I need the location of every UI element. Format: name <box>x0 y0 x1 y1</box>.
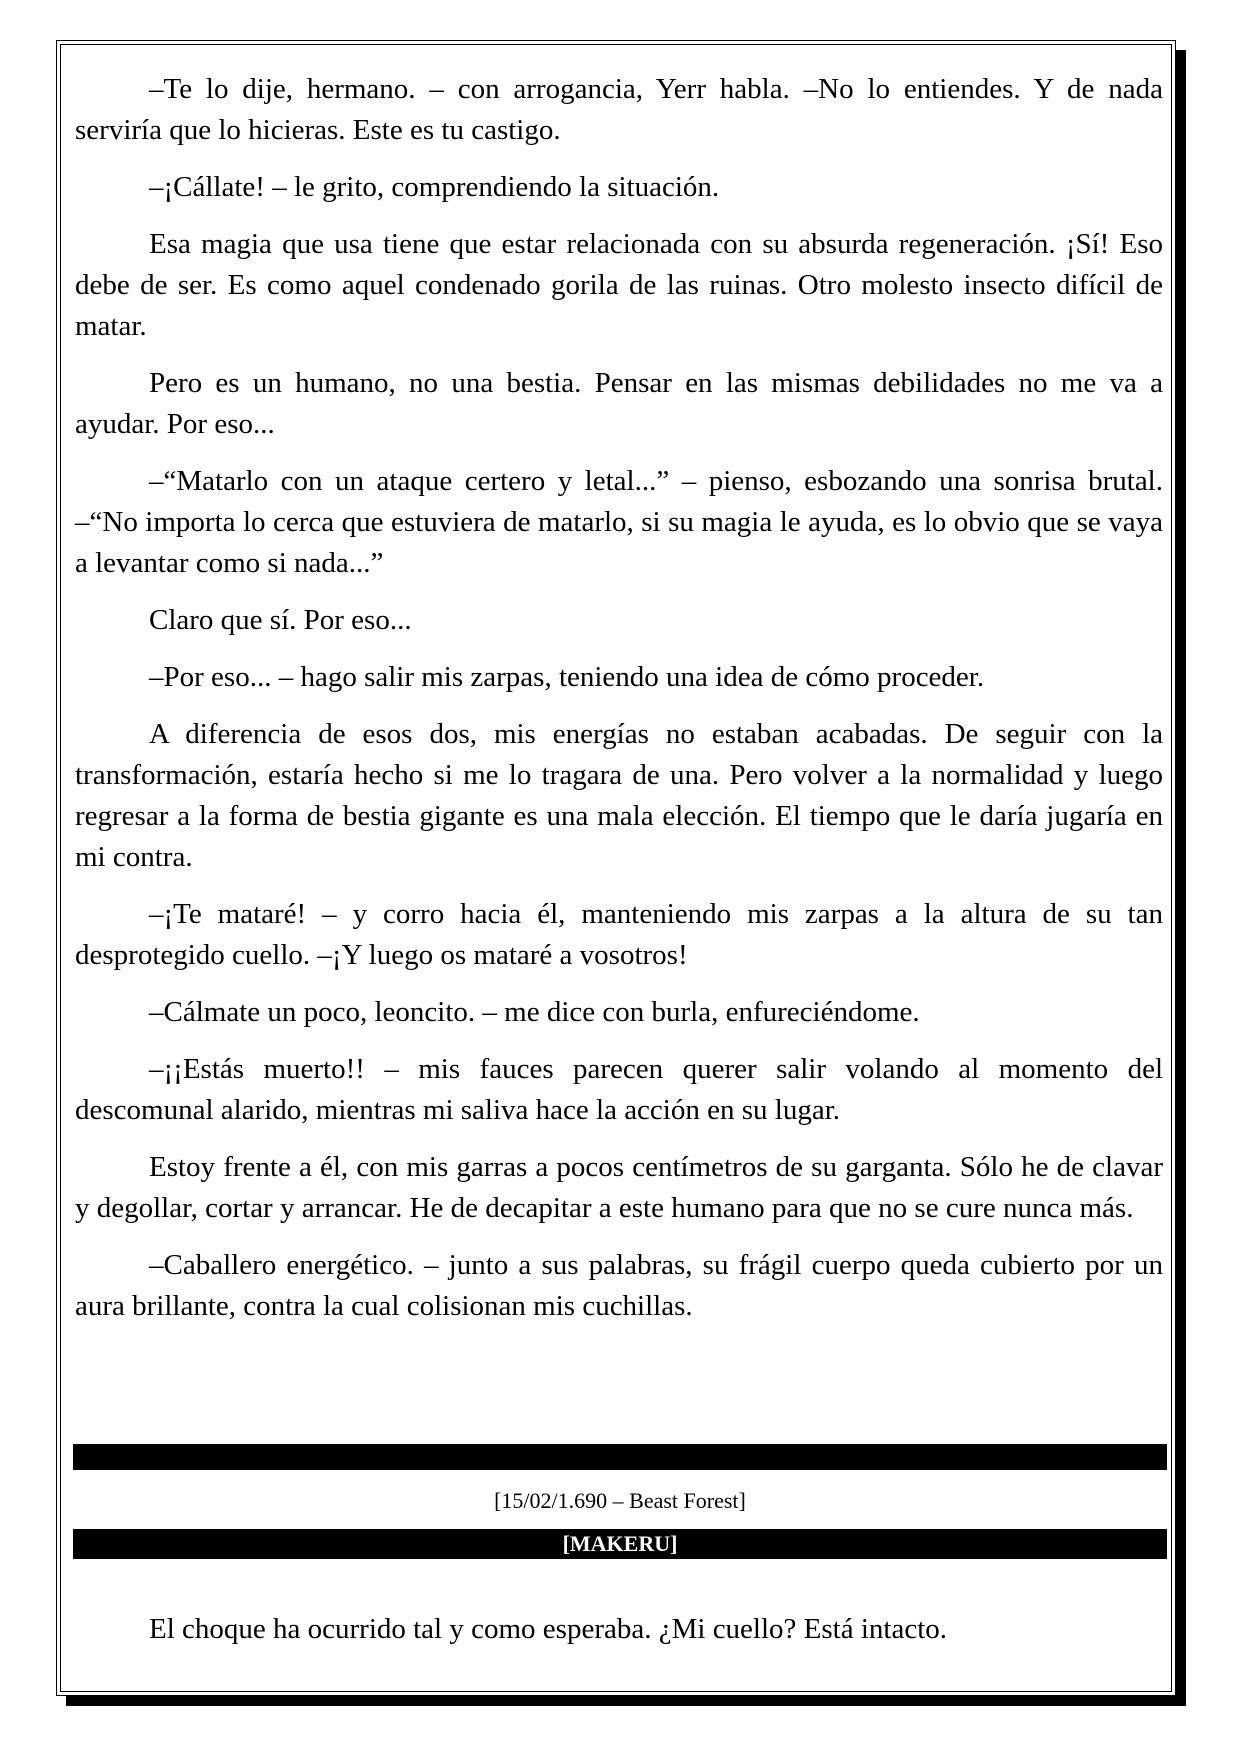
closing-text <box>75 1609 1163 1650</box>
paragraph: –Por eso... – hago salir mis zarpas, teniendo una idea de cómo proceder. <box>149 661 985 693</box>
paragraph: Esa magia que usa tiene que estar relacionada con su absurda regeneración. ¡Sí! Eso debe de ser. Es como aquel condenado gorila de las ruinas. Otro molesto insecto difícil de matar. <box>75 228 1163 342</box>
paragraph: A diferencia de esos dos, mis energías no estaban acabadas. De seguir con la transformación, estaría hecho si me lo tragara de una. Pero volver a la normalidad y luego regresar a la forma de bestia gigante es una mala elección. El tiempo que le daría jugaría en mi contra. <box>75 718 1163 873</box>
paragraph: Estoy frente a él, con mis garras a pocos centímetros de su garganta. Sólo he de clavar y degollar, cortar y arrancar. He de decapitar a este humano para que no se cure nunca más. <box>75 1151 1163 1224</box>
paragraph: –Te lo dije, hermano. – con arrogancia, Yerr habla. –No lo entiendes. Y de nada serviría que lo hicieras. Este es tu castigo. <box>75 73 1163 146</box>
paragraph: –Caballero energético. – junto a sus palabras, su frágil cuerpo queda cubierto por un aura brillante, contra la cual colisionan mis cuchillas. <box>75 1249 1163 1322</box>
scene-break-bar <box>73 1444 1167 1470</box>
narrator-banner: [MAKERU] <box>73 1529 1167 1559</box>
body-text <box>75 69 1163 1343</box>
paragraph: –¡Te mataré! – y corro hacia él, manteniendo mis zarpas a la altura de su tan desprotegido cuello. –¡Y luego os mataré a vosotros! <box>75 898 1163 971</box>
paragraph: Claro que sí. Por eso... <box>149 604 412 636</box>
paragraph: –¡Cállate! – le grito, comprendiendo la situación. <box>149 171 720 203</box>
paragraph: El choque ha ocurrido tal y como esperaba. ¿Mi cuello? Está intacto. <box>149 1613 948 1645</box>
scene-date-location: [15/02/1.690 – Beast Forest] <box>494 1488 746 1513</box>
paragraph: Pero es un humano, no una bestia. Pensar en las mismas debilidades no me va a ayudar. Por eso... <box>75 367 1163 440</box>
paragraph: –“Matarlo con un ataque certero y letal...” – pienso, esbozando una sonrisa brutal. –“No importa lo cerca que estuviera de matarlo, si su magia le ayuda, es lo obvio que se vaya a levantar como si nada...” <box>75 465 1163 579</box>
paragraph: –¡¡Estás muerto!! – mis fauces parecen querer salir volando al momento del descomunal alarido, mientras mi saliva hace la acción en su lugar. <box>75 1053 1163 1126</box>
page-frame <box>56 40 1176 1696</box>
paragraph: –Cálmate un poco, leoncito. – me dice con burla, enfureciéndome. <box>149 996 920 1028</box>
